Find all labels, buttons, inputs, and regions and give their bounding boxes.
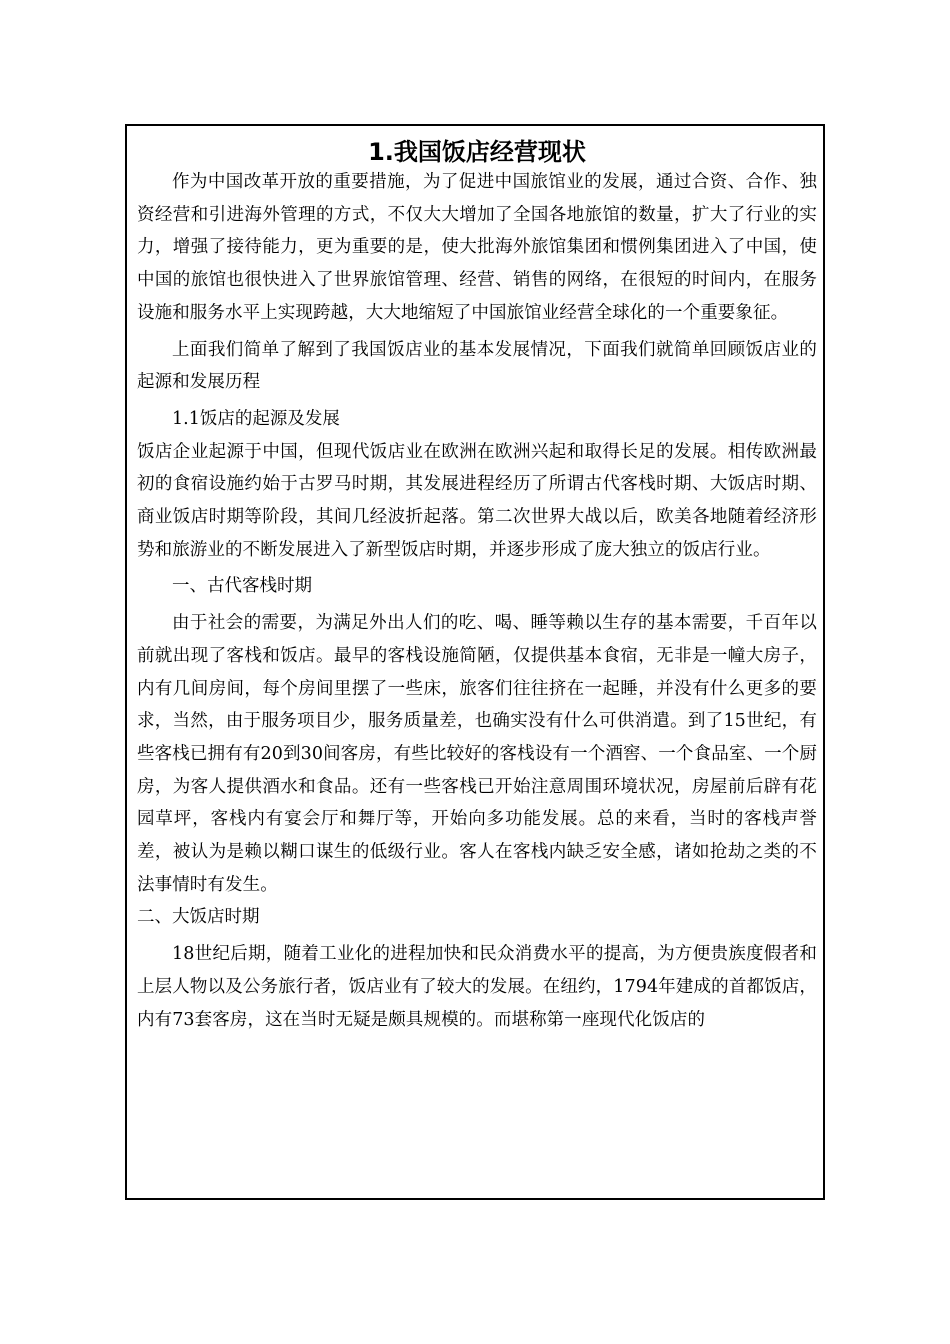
paragraph-grand-hotel: 18世纪后期，随着工业化的进程加快和民众消费水平的提高，为方便贵族度假者和上层人物以及公务旅行者，饭店业有了较大的发展。在纽约，1794年建成的首都饭店，内有73套客房，这在当时无疑是颇具规模的。而堪称第一座现代化饭店的 xyxy=(137,944,817,1030)
paragraph-intro: 作为中国改革开放的重要措施，为了促进中国旅馆业的发展，通过合资、合作、独资经营和引进海外管理的方式，不仅大大增加了全国各地旅馆的数量，扩大了行业的实力，增强了接待能力，更为重要的是，使大批海外旅馆集团和惯例集团进入了中国，使中国的旅馆也很快进入了世界旅馆管理、经营、销售的网络，在很短的时间内，在服务设施和服务水平上实现跨越，大大地缩短了中国旅馆业经营全球化的一个重要象征。 xyxy=(137,172,817,323)
document-content xyxy=(137,126,817,1036)
section-heading-grand-hotel: 二、大饭店时期 xyxy=(137,907,260,928)
section-heading-ancient-inn: 一、古代客栈时期 xyxy=(172,576,312,597)
paragraph-origin: 饭店企业起源于中国，但现代饭店业在欧洲在欧洲兴起和取得长足的发展。相传欧洲最初的食宿设施约始于古罗马时期，其发展进程经历了所谓古代客栈时期、大饭店时期、商业饭店时期等阶段，其间几经波折起落。第二次世界大战以后，欧美各地随着经济形势和旅游业的不断发展进入了新型饭店时期，并逐步形成了庞大独立的饭店行业。 xyxy=(137,441,817,560)
paragraph-overview: 上面我们简单了解到了我国饭店业的基本发展情况，下面我们就简单回顾饭店业的起源和发展历程 xyxy=(137,339,817,393)
section-heading-origin: 1.1饭店的起源及发展 xyxy=(172,408,340,429)
paragraph-ancient-inn: 由于社会的需要，为满足外出人们的吃、喝、睡等赖以生存的基本需要，千百年以前就出现了客栈和饭店。最早的客栈设施简陋，仅提供基本食宿，无非是一幢大房子，内有几间房间，每个房间里摆了一些床，旅客们往往挤在一起睡，并没有什么更多的要求，当然，由于服务项目少，服务质量差，也确实没有什么可供消遣。到了15世纪，有些客栈已拥有有20到30间客房，有些比较好的客栈设有一个酒窖、一个食品室、一个厨房，为客人提供酒水和食品。还有一些客栈已开始注意周围环境状况，房屋前后辟有花园草坪，客栈内有宴会厅和舞厅等，开始向多功能发展。总的来看，当时的客栈声誉差，被认为是赖以糊口谋生的低级行业。客人在客栈内缺乏安全感，诸如抢劫之类的不法事情时有发生。 xyxy=(137,613,817,895)
page-title: 1.我国饭店经营现状 xyxy=(368,138,586,166)
document-frame xyxy=(125,124,825,1200)
